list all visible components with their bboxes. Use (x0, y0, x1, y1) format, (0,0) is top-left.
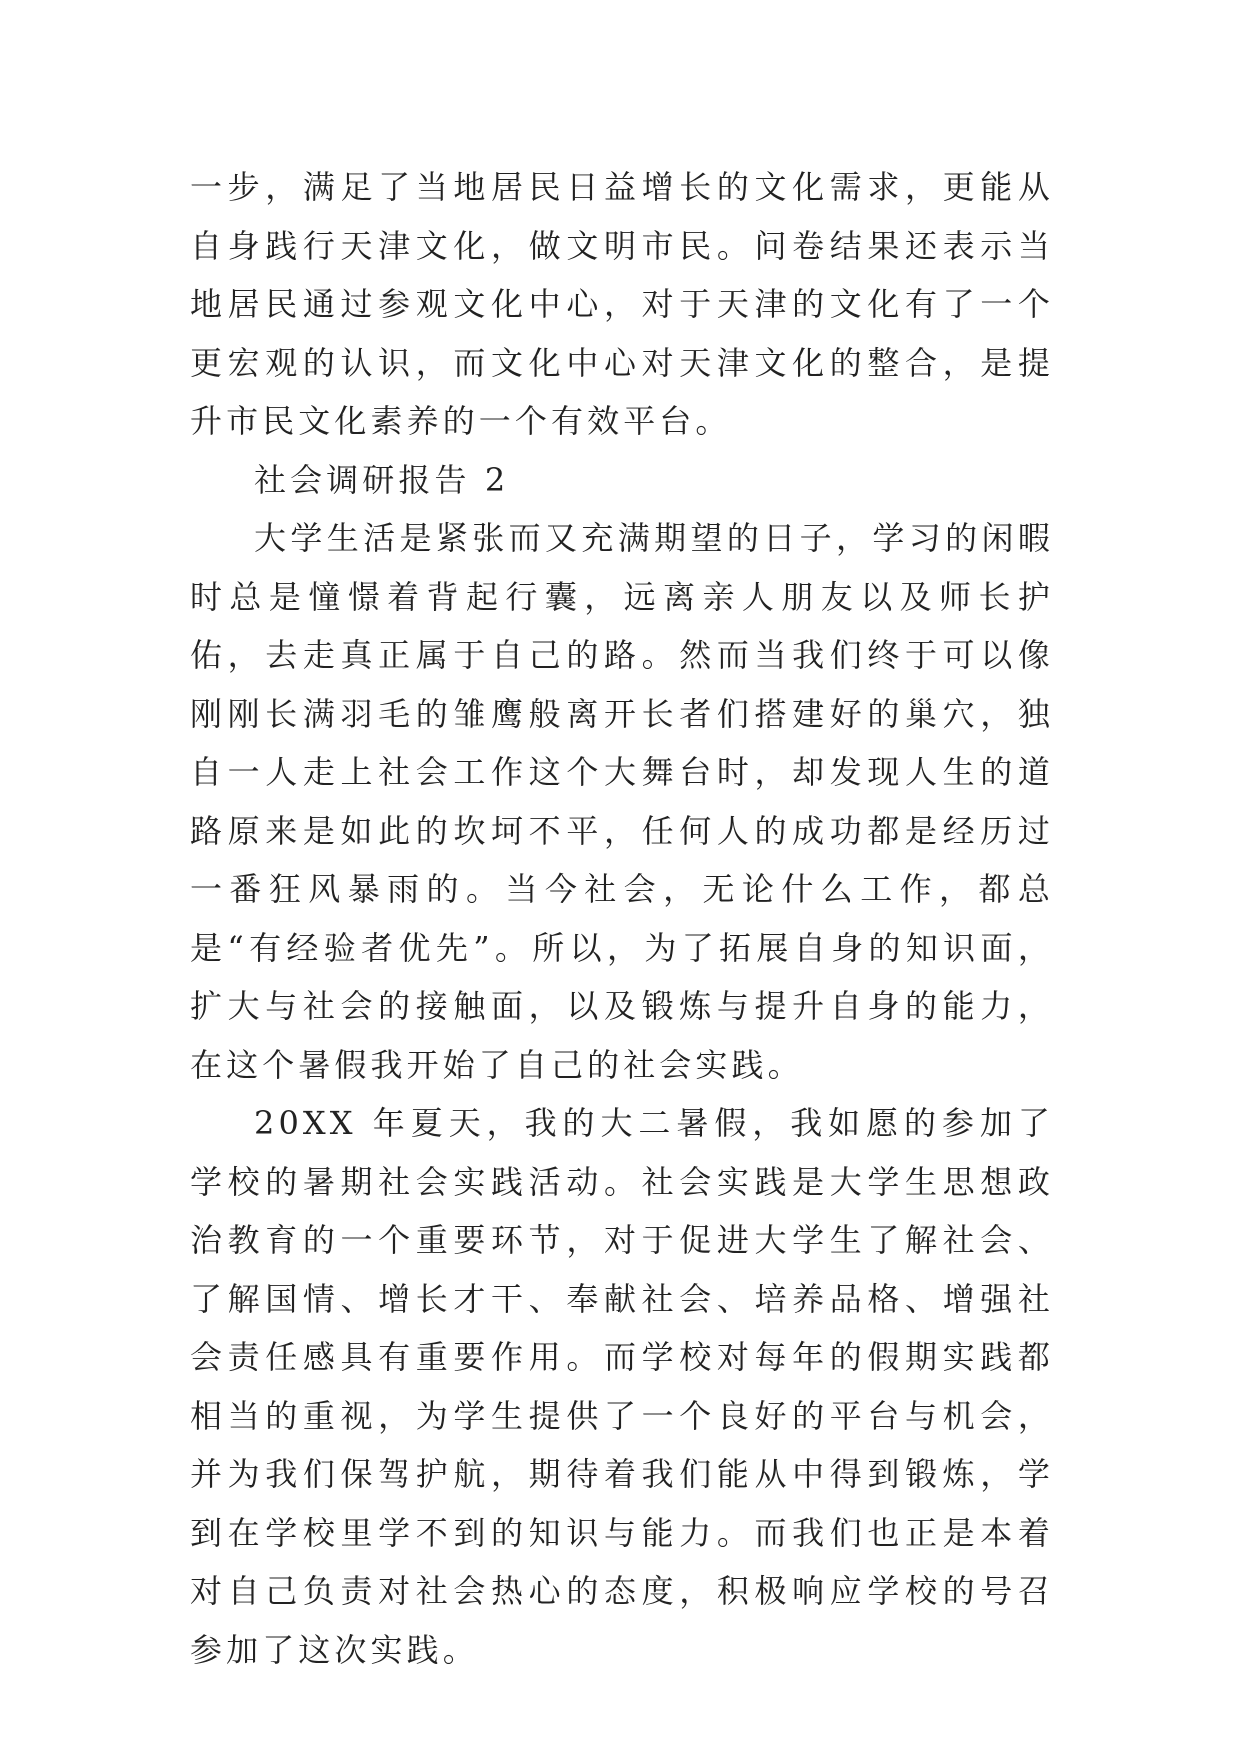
paragraph-intro: 大学生活是紧张而又充满期望的日子，学习的闲暇时总是憧憬着背起行囊，远离亲人朋友以及师长护佑，去走真正属于自己的路。然而当我们终于可以像刚刚长满羽毛的雏鹰般离开长者们搭建好的巢穴，独自一人走上社会工作这个大舞台时，却发现人生的道路原来是如此的坎坷不平，任何人的成功都是经历过一番狂风暴雨的。当今社会，无论什么工作，都总是“有经验者优先”。所以，为了拓展自身的知识面，扩大与社会的接触面，以及锻炼与提升自身的能力，在这个暑假我开始了自己的社会实践。 (190, 519, 1054, 1084)
paragraph-continuation: 一步，满足了当地居民日益增长的文化需求，更能从自身践行天津文化，做文明市民。问卷结果还表示当地居民通过参观文化中心，对于天津的文化有了一个更宏观的认识，而文化中心对天津文化的整合，是提升市民文化素养的一个有效平台。 (190, 168, 1054, 440)
section-heading: 社会调研报告 2 (254, 460, 510, 499)
document-body (190, 158, 1054, 1679)
paragraph-summer-practice: 20XX 年夏天，我的大二暑假，我如愿的参加了学校的暑期社会实践活动。社会实践是大学生思想政治教育的一个重要环节，对于促进大学生了解社会、了解国情、增长才干、奉献社会、培养品格、增强社会责任感具有重要作用。而学校对每年的假期实践都相当的重视，为学生提供了一个良好的平台与机会，并为我们保驾护航，期待着我们能从中得到锻炼，学到在学校里学不到的知识与能力。而我们也正是本着对自己负责对社会热心的态度，积极响应学校的号召参加了这次实践。 (190, 1104, 1054, 1669)
